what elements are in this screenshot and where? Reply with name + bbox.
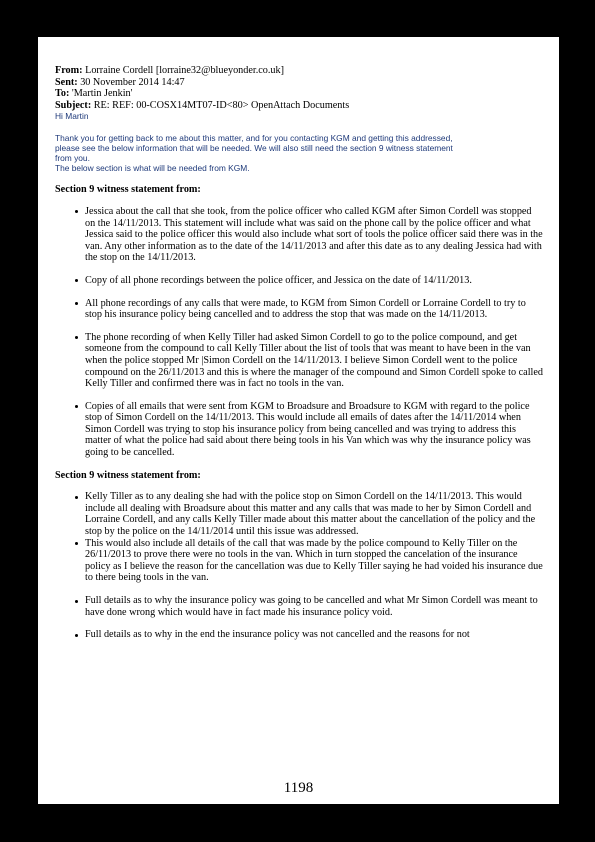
to-value: 'Martin Jenkin': [71, 88, 133, 100]
intro-line: Thank you for getting back to me about this matter, and for you contacting KGM and getting this addressed,: [55, 133, 453, 144]
from-label: From:: [55, 65, 83, 76]
list-item: Kelly Tiller as to any dealing she had with the police stop on Simon Cordell on the 14/11/2013. This would include all dealing with Broadsure about this matter and any calls that was made to her by Simon Cordell and Lorraine Cordell, and any calls Kelly Tiller made about this matter about the cancellation of the policy and the stop by the police on the 14/11/2014 until this issue was addressed.: [85, 491, 543, 537]
list-item: The phone recording of when Kelly Tiller had asked Simon Cordell to go to the police compound, and get someone from the compound to call Kelly Tiller about the list of tools that was meant to have been in the van when the police stopped Mr |Simon Cordell on the 14/11/2013. I believe Simon Cordell went to the police compound on the 26/11/2013 and this is where the manager of the compound and Simon Cordell spoke to called Kelly Tiller and confirmed there was in fact no tools in the van.: [85, 331, 543, 390]
list-item: All phone recordings of any calls that were made, to KGM from Simon Cordell or Lorraine Cordell to try to stop his insurance policy being cancelled and to address the stop that was made on the 14/11/2013.: [85, 298, 543, 321]
email-to-line: [55, 88, 543, 100]
sent-label: Sent:: [55, 76, 78, 88]
list-item: Jessica about the call that she took, from the police officer who called KGM after Simon Cordell was stopped on the 14/11/2013. This statement will include what was said on the phone call by the police officer and what Jessica said to the police officer this would also include what sort of tools the police officer said there was in the van. Any other information as to the date of the 14/11/2013 and after this date as to any dealing Jessica had with the stop on the 14/11/2013.: [85, 205, 543, 264]
section-2-list: [55, 491, 543, 641]
email-from-line: [55, 65, 543, 77]
list-item: Full details as to why in the end the insurance policy was not cancelled and the reasons for not: [85, 629, 543, 641]
subject-value: RE: REF: 00-COSX14MT07-ID<80> OpenAttach Documents: [93, 99, 350, 111]
section-title: Section 9 witness statement from:: [55, 469, 201, 481]
list-item: This would also include all details of the call that was made by the police compound to Kelly Tiller on the 26/11/2013 to prove there were no tools in the van. Which in turn stopped the cancelation of the insurance policy as I believe the reason for the cancellation was due to Kelly Tiller saying he had voided his insurance due to there being tools in the van.: [85, 537, 543, 584]
subject-label: Subject:: [55, 99, 92, 111]
list-item: Copies of all emails that were sent from KGM to Broadsure and Broadsure to KGM with regard to the police stop of Simon Cordell on the 14/11/2013. This would include all emails of dates after the 14/11/2014 when Simon Cordell was trying to stop his insurance policy from being cancelled and was trying to address this matter of what the police had said about there being tools in his Van which was why the insurance policy was going to be cancelled.: [85, 401, 543, 459]
sent-value: 30 November 2014 14:47: [80, 76, 185, 88]
page-number: 1198: [283, 780, 314, 796]
intro-line: from you.: [55, 153, 90, 164]
list-item: Full details as to why the insurance policy was going to be cancelled and what Mr Simon Cordell was meant to have done wrong which would have in fact made his insurance policy void.: [85, 595, 543, 618]
to-label: To:: [55, 88, 70, 100]
intro-line: The below section is what will be needed from KGM.: [55, 163, 250, 174]
document-page: [38, 37, 559, 804]
section-title: Section 9 witness statement from:: [55, 184, 201, 196]
email-subject-line: [55, 100, 543, 112]
email-body: [55, 65, 543, 652]
list-item: Copy of all phone recordings between the police officer, and Jessica on the date of 14/11/2013.: [85, 275, 543, 287]
email-sent-line: [55, 77, 543, 89]
intro-line: please see the below information that will be needed. We will also still need the section 9 witness statement: [55, 143, 453, 154]
section-1-list: [55, 206, 543, 459]
greeting: Hi Martin: [55, 111, 89, 122]
from-value: Lorraine Cordell [lorraine32@blueyonder.co.uk]: [85, 65, 285, 76]
